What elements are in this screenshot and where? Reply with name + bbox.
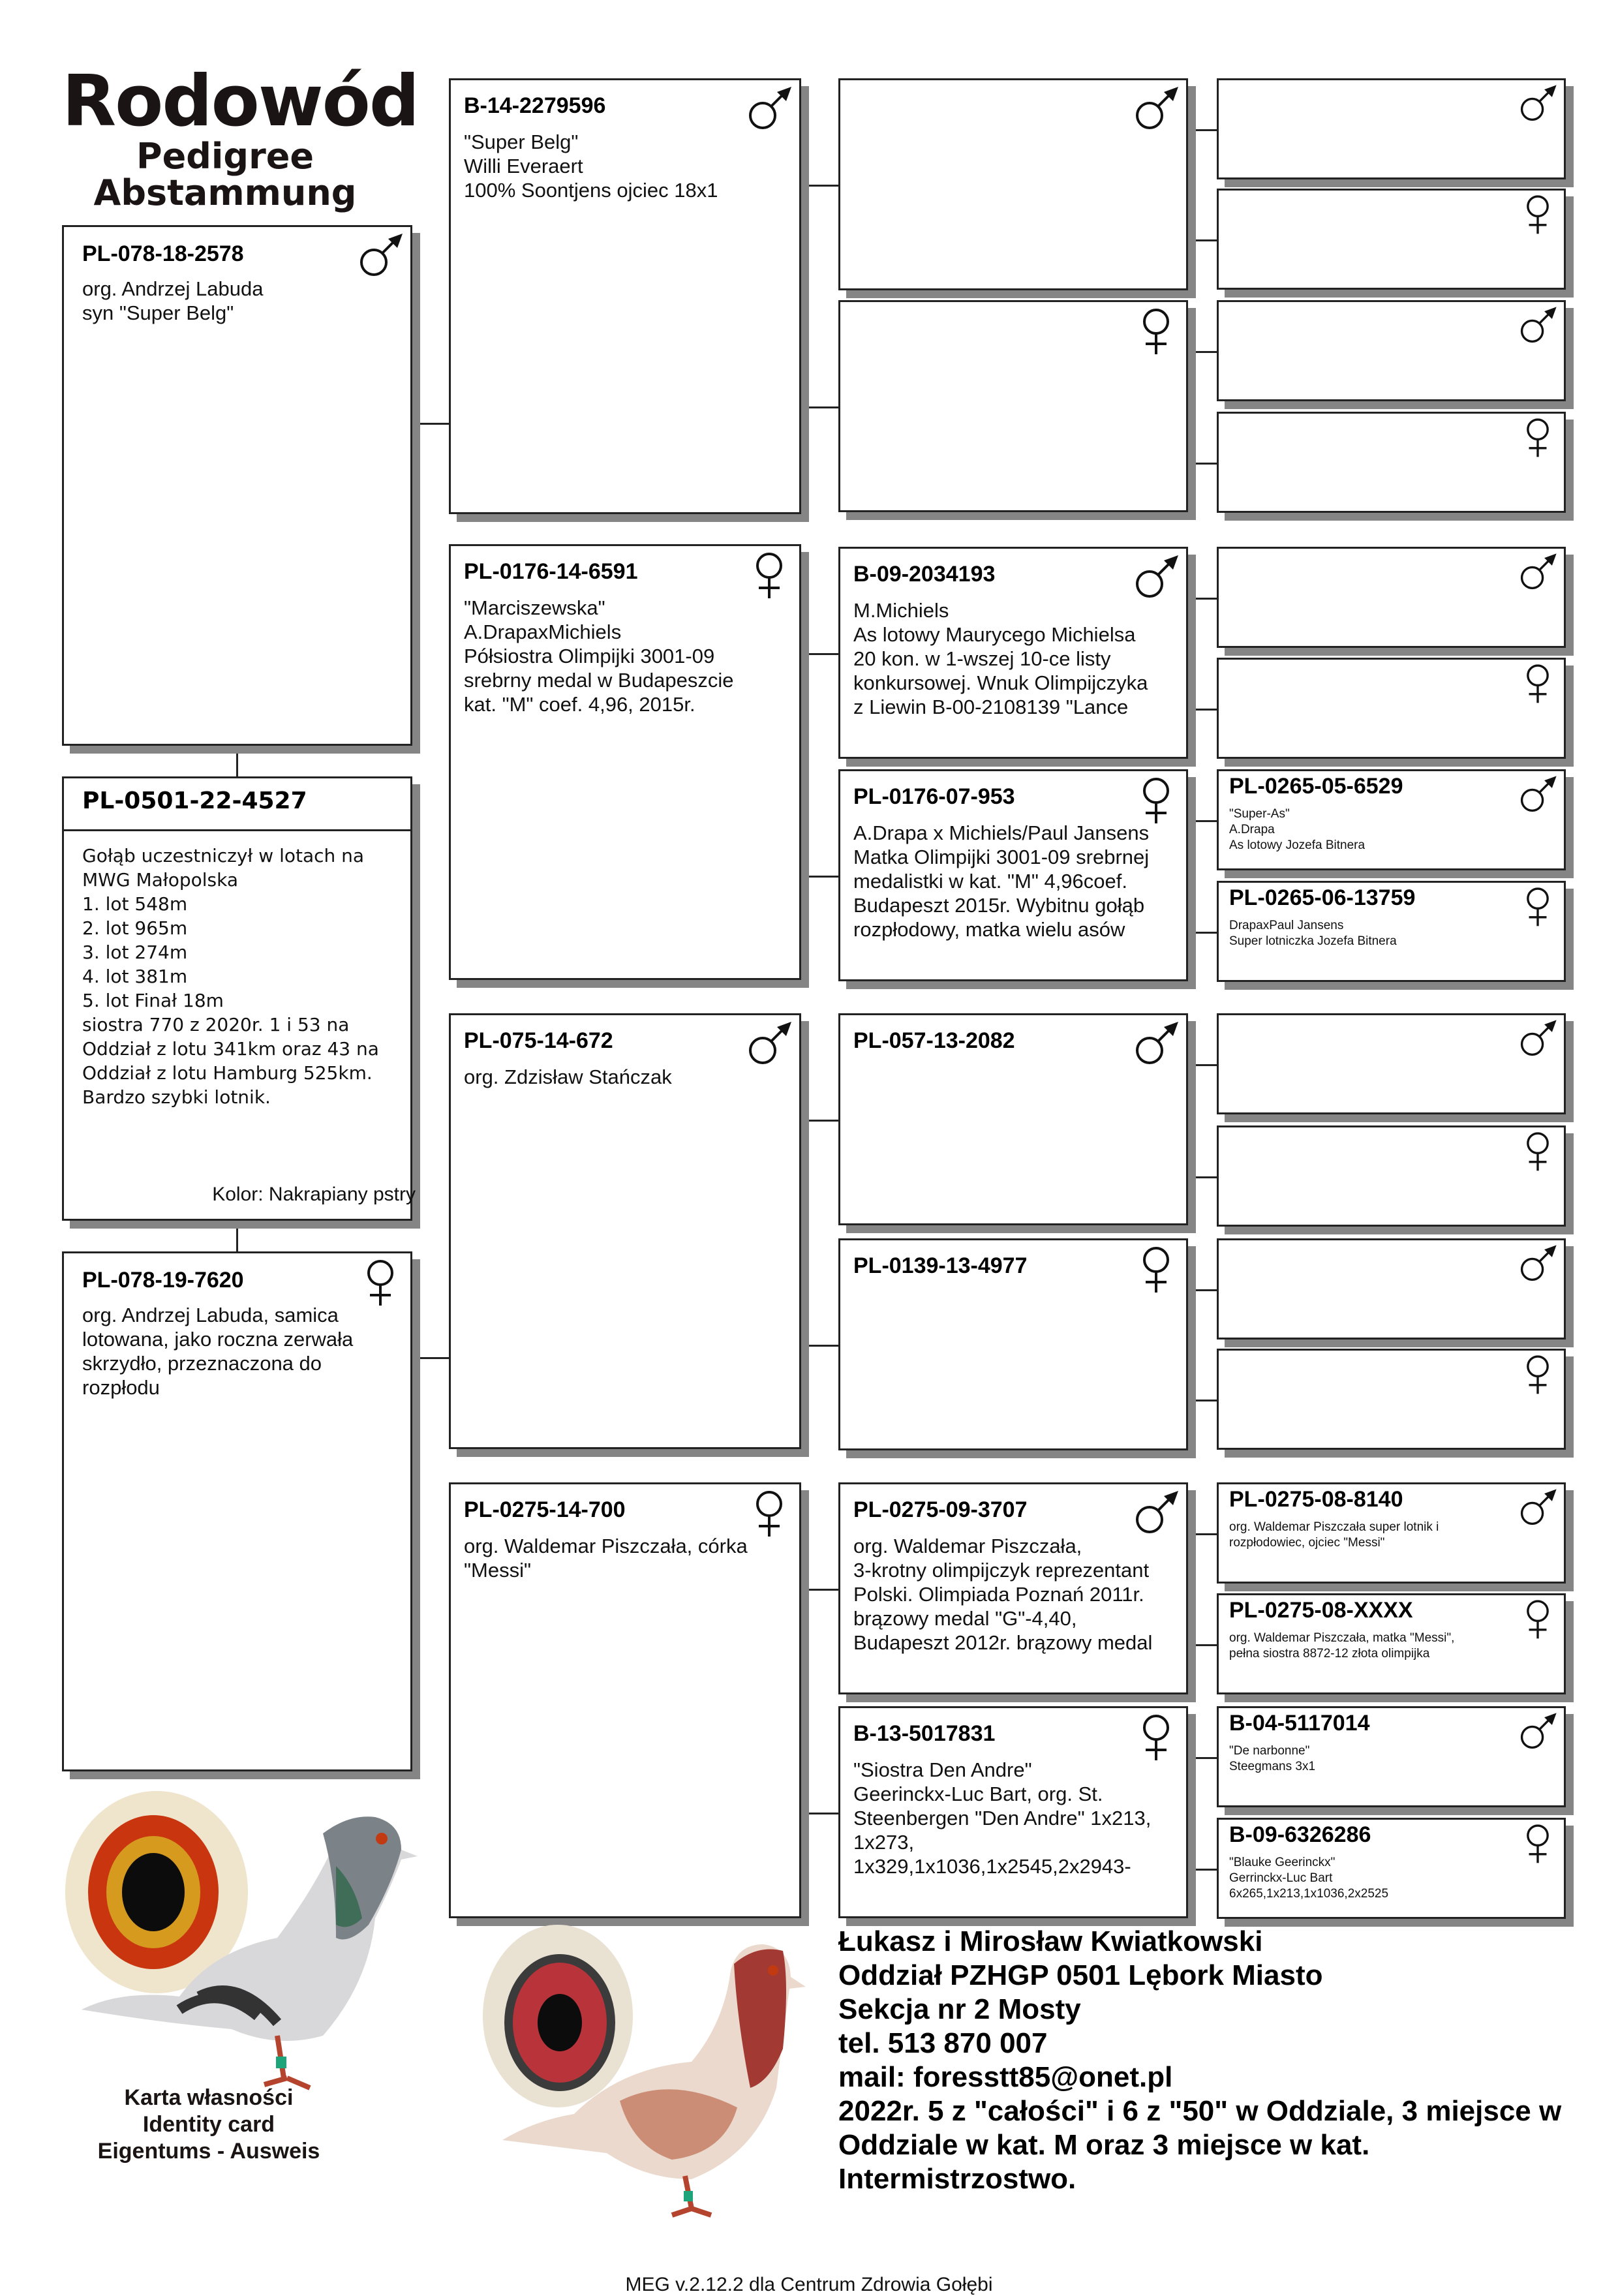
female-icon — [1517, 662, 1559, 704]
owner-section: Sekcja nr 2 Mosty — [838, 1993, 1081, 2025]
sire-description: org. Andrzej Labuda syn "Super Belg" — [82, 277, 264, 324]
dam-card[interactable] — [62, 1251, 412, 1771]
subject-header-divider — [64, 829, 410, 831]
pigeon-eye-image — [483, 1925, 633, 2107]
male-icon — [1517, 1018, 1559, 1060]
great-great-grandparent-card[interactable] — [1217, 769, 1566, 870]
great-grandparent-card[interactable] — [838, 1238, 1188, 1450]
connector-line — [236, 1221, 238, 1251]
grandparent-card[interactable] — [449, 78, 801, 514]
dam-description: org. Andrzej Labuda, samica lotowana, jako roczna zerwała skrzydło, przeznaczona do rozpłodu — [82, 1304, 354, 1399]
great-great-grandparent-card-ring: B-09-6326286 — [1229, 1822, 1371, 1847]
female-icon — [1517, 416, 1559, 458]
great-grandparent-card-description: M.Michiels As lotowy Maurycego Michielsa 20 kon. w 1-wszej 10-ce listy konkursowej. Wnuk Olimpijczyka z Liewin B-00-2108139 "Lance — [853, 599, 1148, 718]
great-great-grandparent-card[interactable] — [1217, 1818, 1566, 1919]
great-grandparent-card[interactable] — [838, 1013, 1188, 1225]
male-icon — [1131, 553, 1181, 602]
male-icon — [1517, 774, 1559, 816]
connector-line — [801, 1345, 838, 1347]
female-icon — [1131, 1712, 1181, 1762]
great-grandparent-card-ring: PL-0176-07-953 — [853, 784, 1015, 809]
great-grandparent-card-description: "Siostra Den Andre" Geerinckx-Luc Bart, org. St. Steenbergen "Den Andre" 1x213, 1x273, 1x329,1x1036,1x2545,2x2943- — [853, 1758, 1152, 1878]
great-great-grandparent-card[interactable] — [1217, 1125, 1566, 1227]
great-grandparent-card[interactable] — [838, 769, 1188, 981]
great-great-grandparent-card-description: DrapaxPaul Jansens Super lotniczka Jozefa Bitnera — [1229, 919, 1397, 948]
connector-line — [801, 1589, 838, 1591]
connector-line — [1188, 1757, 1217, 1759]
female-icon — [1131, 1244, 1181, 1294]
great-great-grandparent-card-description: "Blauke Geerinckx" Gerrinckx-Luc Bart 6x265,1x213,1x1036,2x2525 — [1229, 1856, 1389, 1901]
software-footer: MEG v.2.12.2 dla Centrum Zdrowia Gołębi — [625, 2274, 993, 2295]
male-icon — [744, 1019, 794, 1069]
female-icon — [356, 1257, 405, 1307]
grandparent-card-ring: PL-0275-14-700 — [464, 1497, 626, 1522]
male-icon — [1517, 305, 1559, 346]
male-icon — [744, 84, 794, 134]
grandparent-card-ring: PL-0176-14-6591 — [464, 559, 638, 584]
grandparent-card[interactable] — [449, 1482, 801, 1918]
great-great-grandparent-card[interactable] — [1217, 1013, 1566, 1114]
great-great-grandparent-card[interactable] — [1217, 881, 1566, 982]
connector-line — [1188, 1289, 1217, 1291]
great-great-grandparent-card-ring: PL-0265-06-13759 — [1229, 885, 1416, 910]
great-great-grandparent-card[interactable] — [1217, 412, 1566, 513]
connector-line — [1188, 1400, 1217, 1401]
identity-card-label — [55, 2085, 362, 2165]
great-great-grandparent-card[interactable] — [1217, 1482, 1566, 1584]
subject-ring: PL-0501-22-4527 — [82, 788, 307, 814]
connector-line — [801, 653, 838, 655]
owner-email: mail: foresstt85@onet.pl — [838, 2061, 1173, 2093]
great-great-grandparent-card[interactable] — [1217, 1349, 1566, 1450]
great-great-grandparent-card-description: org. Waldemar Piszczała, matka "Messi", pełna siostra 8872-12 złota olimpijka — [1229, 1631, 1455, 1661]
male-icon — [1517, 1487, 1559, 1529]
connector-line — [801, 185, 838, 187]
female-icon — [1517, 885, 1559, 927]
great-grandparent-card[interactable] — [838, 1482, 1188, 1694]
connector-line — [412, 1357, 449, 1359]
connector-line — [1188, 1869, 1217, 1871]
connector-line — [801, 1120, 838, 1122]
connector-line — [1188, 129, 1217, 131]
great-great-grandparent-card[interactable] — [1217, 189, 1566, 290]
great-great-grandparent-card[interactable] — [1217, 658, 1566, 759]
great-great-grandparent-card-ring: PL-0275-08-XXXX — [1229, 1598, 1413, 1623]
sire-card[interactable] — [62, 225, 412, 746]
connector-line — [1188, 1644, 1217, 1646]
grandparent-card-description: "Marciszewska" A.DrapaxMichiels Półsiostra Olimpijki 3001-09 srebrny medal w Budapeszcie kat. "M" coef. 4,96, 2015r. — [464, 596, 734, 716]
identity-card-de: Eigentums - Ausweis — [97, 2139, 320, 2164]
sire-ring: PL-078-18-2578 — [82, 241, 244, 266]
great-grandparent-card-ring: B-09-2034193 — [853, 562, 996, 587]
page-title: Rodowód — [62, 61, 419, 142]
subject-description: Gołąb uczestniczył w lotach na MWG Małopolska 1. lot 548m 2. lot 965m 3. lot 274m 4. lot 381m 5. lot Finał 18m siostra 770 z 2020r. 1 i 53 na Oddział z lotu 341km oraz 43 na Oddział z lotu Hamburg 525km. Bardzo szybki lotnik. — [82, 845, 379, 1108]
male-icon — [1517, 1711, 1559, 1753]
great-great-grandparent-card-description: "De narbonne" Steegmans 3x1 — [1229, 1744, 1316, 1773]
grandparent-card-description: org. Waldemar Piszczała, córka "Messi" — [464, 1535, 748, 1582]
grandparent-card-description: org. Zdzisław Stańczak — [464, 1065, 672, 1088]
female-icon — [744, 1488, 794, 1538]
connector-line — [801, 876, 838, 878]
grandparent-card-ring: PL-075-14-672 — [464, 1028, 613, 1053]
great-grandparent-card-description: org. Waldemar Piszczała, 3-krotny olimpijczyk reprezentant Polski. Olimpiada Poznań 2011r. brązowy medal "G"-4,40, Budapeszt 2012r. brązowy medal — [853, 1535, 1153, 1654]
great-grandparent-card[interactable] — [838, 78, 1188, 290]
female-icon — [1517, 193, 1559, 235]
female-icon — [1517, 1353, 1559, 1395]
identity-card-pl: Karta własności — [124, 2085, 294, 2110]
connector-line — [1188, 1533, 1217, 1535]
male-icon — [356, 231, 405, 281]
connector-line — [1188, 1176, 1217, 1178]
subject-card[interactable] — [62, 776, 416, 1221]
female-icon — [1131, 775, 1181, 825]
great-great-grandparent-card[interactable] — [1217, 300, 1566, 401]
connector-line — [1188, 598, 1217, 600]
great-great-grandparent-card-ring: PL-0265-05-6529 — [1229, 774, 1403, 799]
great-great-grandparent-card[interactable] — [1217, 78, 1566, 179]
connector-line — [1188, 932, 1217, 934]
connector-line — [1188, 820, 1217, 822]
owner-name: Łukasz i Mirosław Kwiatkowski — [838, 1925, 1263, 1957]
female-icon — [1517, 1130, 1559, 1172]
dam-ring: PL-078-19-7620 — [82, 1268, 244, 1293]
connector-line — [236, 746, 238, 776]
connector-line — [801, 406, 838, 408]
connector-line — [1188, 709, 1217, 711]
grandparent-card-description: "Super Belg" Willi Everaert 100% Soontjens ojciec 18x1 — [464, 130, 718, 202]
female-icon — [744, 550, 794, 600]
great-great-grandparent-card[interactable] — [1217, 1593, 1566, 1694]
great-grandparent-card[interactable] — [838, 300, 1188, 512]
great-great-grandparent-card-description: "Super-As" A.Drapa As lotowy Jozefa Bitnera — [1229, 807, 1366, 852]
great-great-grandparent-card[interactable] — [1217, 1238, 1566, 1339]
connector-line — [1188, 351, 1217, 353]
owner-achievements: 2022r. 5 z "całości" i 6 z "50" w Oddziale, 3 miejsce w Oddziale w kat. M oraz 3 miejsce w kat. Intermistrzostwo. — [838, 2095, 1562, 2195]
owner-phone: tel. 513 870 007 — [838, 2027, 1048, 2059]
great-grandparent-card-description: A.Drapa x Michiels/Paul Jansens Matka Olimpijki 3001-09 srebrnej medalistki w kat. "M" 4,96coef. Budapeszt 2015r. Wybitnu gołąb rozpłodowy, matka wielu asów — [853, 821, 1150, 941]
great-grandparent-card[interactable] — [838, 1706, 1188, 1918]
male-icon — [1517, 1243, 1559, 1285]
page-subtitle-en: Pedigree — [136, 136, 314, 177]
male-icon — [1131, 1488, 1181, 1538]
connector-line — [1188, 239, 1217, 241]
great-great-grandparent-card[interactable] — [1217, 547, 1566, 648]
owner-info — [838, 1925, 1569, 2196]
male-icon — [1131, 84, 1181, 134]
grandparent-card[interactable] — [449, 544, 801, 980]
grandparent-card-ring: B-14-2279596 — [464, 93, 606, 118]
dam-pigeon-photo — [476, 1918, 829, 2218]
great-great-grandparent-card-ring: B-04-5117014 — [1229, 1711, 1370, 1736]
female-icon — [1131, 306, 1181, 356]
owner-branch: Oddział PZHGP 0501 Lębork Miasto — [838, 1959, 1323, 1991]
connector-line — [1188, 1064, 1217, 1066]
great-great-grandparent-card[interactable] — [1217, 1706, 1566, 1807]
grandparent-card[interactable] — [449, 1013, 801, 1449]
sire-pigeon-photo — [62, 1788, 440, 2101]
great-grandparent-card-ring: PL-0275-09-3707 — [853, 1497, 1028, 1522]
male-icon — [1517, 551, 1559, 593]
female-icon — [1517, 1598, 1559, 1640]
identity-card-en: Identity card — [142, 2112, 275, 2137]
connector-line — [1188, 463, 1217, 465]
male-icon — [1517, 83, 1559, 125]
title-block — [62, 61, 419, 213]
connector-line — [801, 1813, 838, 1814]
female-icon — [1517, 1822, 1559, 1864]
subject-color: Kolor: Nakrapiany pstry — [212, 1184, 416, 1205]
connector-line — [412, 423, 449, 425]
male-icon — [1131, 1019, 1181, 1069]
great-great-grandparent-card-description: org. Waldemar Piszczała super lotnik i rozpłodowiec, ojciec "Messi" — [1229, 1520, 1439, 1550]
page-subtitle-de: Abstammung — [93, 172, 357, 213]
great-grandparent-card-ring: B-13-5017831 — [853, 1721, 996, 1746]
great-grandparent-card-ring: PL-0139-13-4977 — [853, 1253, 1028, 1278]
great-great-grandparent-card-ring: PL-0275-08-8140 — [1229, 1487, 1403, 1512]
great-grandparent-card-ring: PL-057-13-2082 — [853, 1028, 1015, 1053]
great-grandparent-card[interactable] — [838, 547, 1188, 759]
